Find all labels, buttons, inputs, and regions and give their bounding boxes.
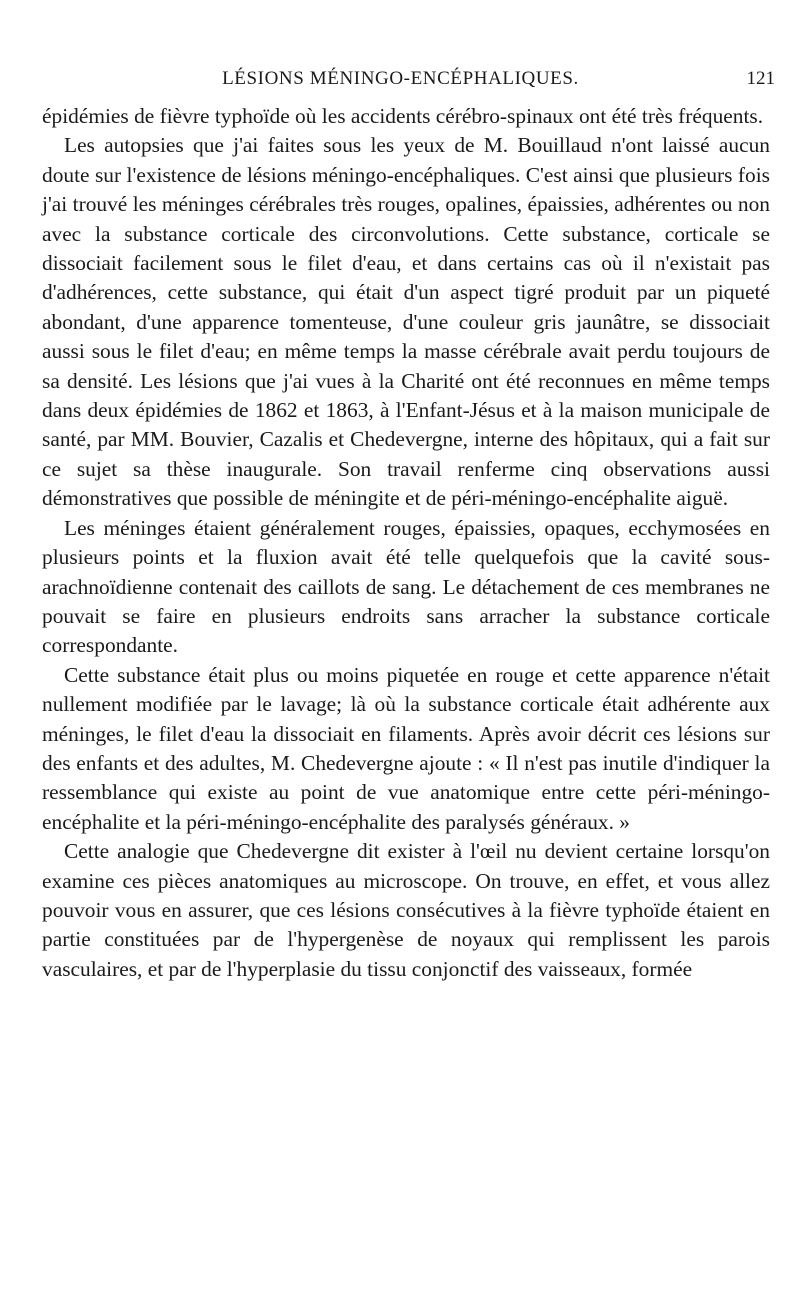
body-text xyxy=(42,102,770,984)
paragraph-analogie: Cette analogie que Chedevergne dit exister à l'œil nu devient certaine lorsqu'on examine ces pièces anatomiques au microscope. On trouve, en effet, et vous allez pouvoir vous en assurer, que ces lésions consécutives à la fièvre typhoïde étaient en partie constituées par de l'hypergenèse de noyaux qui remplissent les parois vasculaires, et par de l'hyperplasie du tissu conjonctif des vaisseaux, formée xyxy=(42,839,770,981)
running-title: LÉSIONS MÉNINGO-ENCÉPHALIQUES. xyxy=(222,68,579,89)
running-head xyxy=(0,68,801,94)
paragraph-substance: Cette substance était plus ou moins piquetée en rouge et cette apparence n'était nullement modifiée par le lavage; là où la substance corticale était adhérente aux méninges, le filet d'eau la dissociait en filaments. Après avoir décrit ces lésions sur des enfants et des adultes, M. Chedevergne ajoute : « Il n'est pas inutile d'indiquer la ressemblance qui existe au point de vue anatomique entre cette péri-méningo-encéphalite et la péri-méningo-encéphalite des paralysés généraux. » xyxy=(42,662,770,834)
page-number: 121 xyxy=(746,68,775,89)
paragraph-meninges: Les méninges étaient généralement rouges, épaissies, opaques, ecchymosées en plusieurs points et la fluxion avait été telle quelquefois que la cavité sous-arachnoïdienne contenait des caillots de sang. Le détachement de ces membranes ne pouvait se faire en plusieurs endroits sans arracher la substance corticale correspondante. xyxy=(42,515,770,658)
paragraph-continuation: épidémies de fièvre typhoïde où les accidents cérébro-spinaux ont été très fréquents. xyxy=(42,104,764,128)
paragraph-autopsies: Les autopsies que j'ai faites sous les yeux de M. Bouillaud n'ont laissé aucun doute sur l'existence de lésions méningo-encéphaliques. C'est ainsi que plusieurs fois j'ai trouvé les méninges cérébrales très rouges, opalines, épaissies, adhérentes ou non avec la substance corticale des circonvolutions. Cette substance, corticale se dissociait facilement sous le filet d'eau, et dans certains cas où il n'existait pas d'adhérences, cette substance, qui était d'un aspect tigré produit par un piqueté abondant, d'une apparence tomenteuse, d'une couleur gris jaunâtre, se dissociait aussi sous le filet d'eau; en même temps la masse cérébrale avait perdu toujours de sa densité. Les lésions que j'ai vues à la Charité ont été reconnues en même temps dans deux épidémies de 1862 et 1863, à l'Enfant-Jésus et à la maison municipale de santé, par MM. Bouvier, Cazalis et Chedevergne, interne des hôpitaux, qui a fait sur ce sujet sa thèse inaugurale. Son travail renferme cinq observations aussi démonstratives que possible de méningite et de péri-méningo-encéphalite aiguë. xyxy=(42,133,770,511)
